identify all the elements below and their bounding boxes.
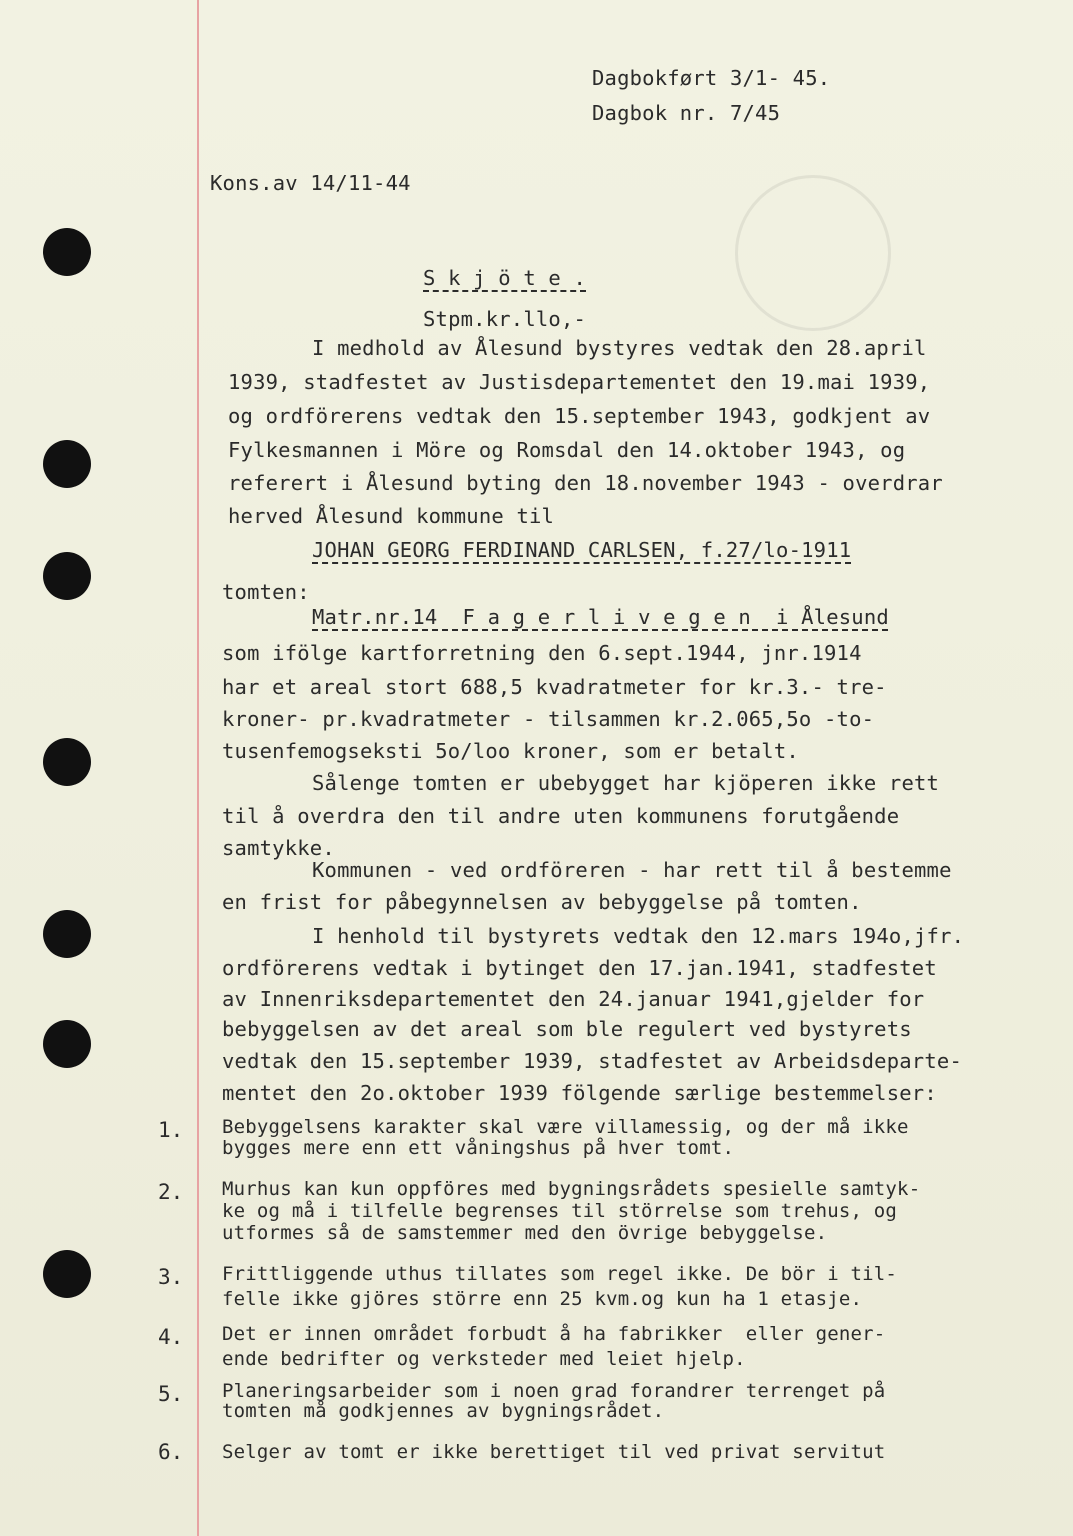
provision-line: bygges mere enn ett våningshus på hver tomt. (222, 1137, 735, 1159)
provision-line: utformes så de samstemmer med den övrige bebyggelse. (222, 1222, 828, 1244)
stamp-fee: Stpm.kr.llo,- (423, 307, 587, 331)
body-line: og ordförerens vedtak den 15.september 1943, godkjent av (228, 404, 931, 428)
provision-line: ende bedrifter og verksteder med leiet hjelp. (222, 1348, 746, 1370)
body-line: samtykke. (222, 836, 335, 860)
punch-hole (43, 738, 91, 786)
body-line: en frist for påbegynnelsen av bebyggelse på tomten. (222, 890, 862, 914)
dagbok-nr-line: Dagbok nr. 7/45 (592, 101, 781, 125)
provision-number: 1. (158, 1118, 184, 1142)
punch-hole (43, 910, 91, 958)
body-line: til å overdra den til andre uten kommunens forutgående (222, 804, 900, 828)
body-line: Sålenge tomten er ubebygget har kjöperen ikke rett (312, 771, 940, 795)
punch-hole (43, 552, 91, 600)
punch-hole (43, 1250, 91, 1298)
body-line: kroner- pr.kvadratmeter - tilsammen kr.2.065,5o -to- (222, 707, 875, 731)
body-line: tusenfemogseksti 5o/loo kroner, som er betalt. (222, 739, 799, 763)
provision-number: 2. (158, 1180, 184, 1204)
provision-line: Selger av tomt er ikke berettiget til ved privat servitut (222, 1441, 886, 1463)
buyer-name: JOHAN GEORG FERDINAND CARLSEN, f.27/lo-1911 (312, 538, 852, 562)
provision-line: Det er innen området forbudt å ha fabrikker eller gener- (222, 1323, 886, 1345)
provision-line: ke og må i tilfelle begrenses til störrelse som trehus, og (222, 1200, 898, 1222)
dagbokfort-line: Dagbokført 3/1- 45. (592, 66, 831, 90)
body-line: Fylkesmannen i Möre og Romsdal den 14.oktober 1943, og (228, 438, 906, 462)
provision-number: 3. (158, 1265, 184, 1289)
provision-number: 6. (158, 1440, 184, 1464)
body-line: som ifölge kartforretning den 6.sept.1944, jnr.1914 (222, 641, 862, 665)
body-line: herved Ålesund kommune til (228, 504, 555, 528)
punch-hole (43, 1020, 91, 1068)
body-line: Kommunen - ved ordföreren - har rett til å bestemme (312, 858, 952, 882)
body-line: ordförerens vedtak i bytinget den 17.jan.1941, stadfestet (222, 956, 937, 980)
provision-line: felle ikke gjöres större enn 25 kvm.og kun ha 1 etasje. (222, 1288, 863, 1310)
kons-date: Kons.av 14/11-44 (210, 171, 411, 195)
body-line: mentet den 2o.oktober 1939 fölgende særlige bestemmelser: (222, 1081, 937, 1105)
margin-line (197, 0, 199, 1536)
provision-number: 5. (158, 1382, 184, 1406)
provision-line: Frittliggende uthus tillates som regel ikke. De bör i til- (222, 1263, 898, 1285)
body-line: av Innenriksdepartementet den 24.januar 1941,gjelder for (222, 987, 925, 1011)
faded-stamp (735, 175, 891, 331)
punch-hole (43, 228, 91, 276)
body-line: har et areal stort 688,5 kvadratmeter for kr.3.- tre- (222, 675, 887, 699)
body-line: referert i Ålesund byting den 18.november 1943 - overdrar (228, 471, 943, 495)
provision-line: Planeringsarbeider som i noen grad forandrer terrenget på (222, 1380, 886, 1402)
body-line: I medhold av Ålesund bystyres vedtak den 28.april (312, 336, 927, 360)
document-title: S k j ö t e . (423, 266, 587, 290)
provision-line: tomten må godkjennes av bygningsrådet. (222, 1400, 665, 1422)
punch-hole (43, 440, 91, 488)
body-line: I henhold til bystyrets vedtak den 12.mars 194o,jfr. (312, 924, 965, 948)
body-line: tomten: (222, 580, 310, 604)
body-line: vedtak den 15.september 1939, stadfestet av Arbeidsdeparte- (222, 1049, 962, 1073)
property-id: Matr.nr.14 F a g e r l i v e g e n i Ålesund (312, 605, 889, 629)
provision-number: 4. (158, 1325, 184, 1349)
body-line: bebyggelsen av det areal som ble regulert ved bystyrets (222, 1017, 912, 1041)
provision-line: Murhus kan kun oppföres med bygningsrådets spesielle samtyk- (222, 1178, 921, 1200)
provision-line: Bebyggelsens karakter skal være villamessig, og der må ikke (222, 1116, 909, 1138)
body-line: 1939, stadfestet av Justisdepartementet den 19.mai 1939, (228, 370, 931, 394)
